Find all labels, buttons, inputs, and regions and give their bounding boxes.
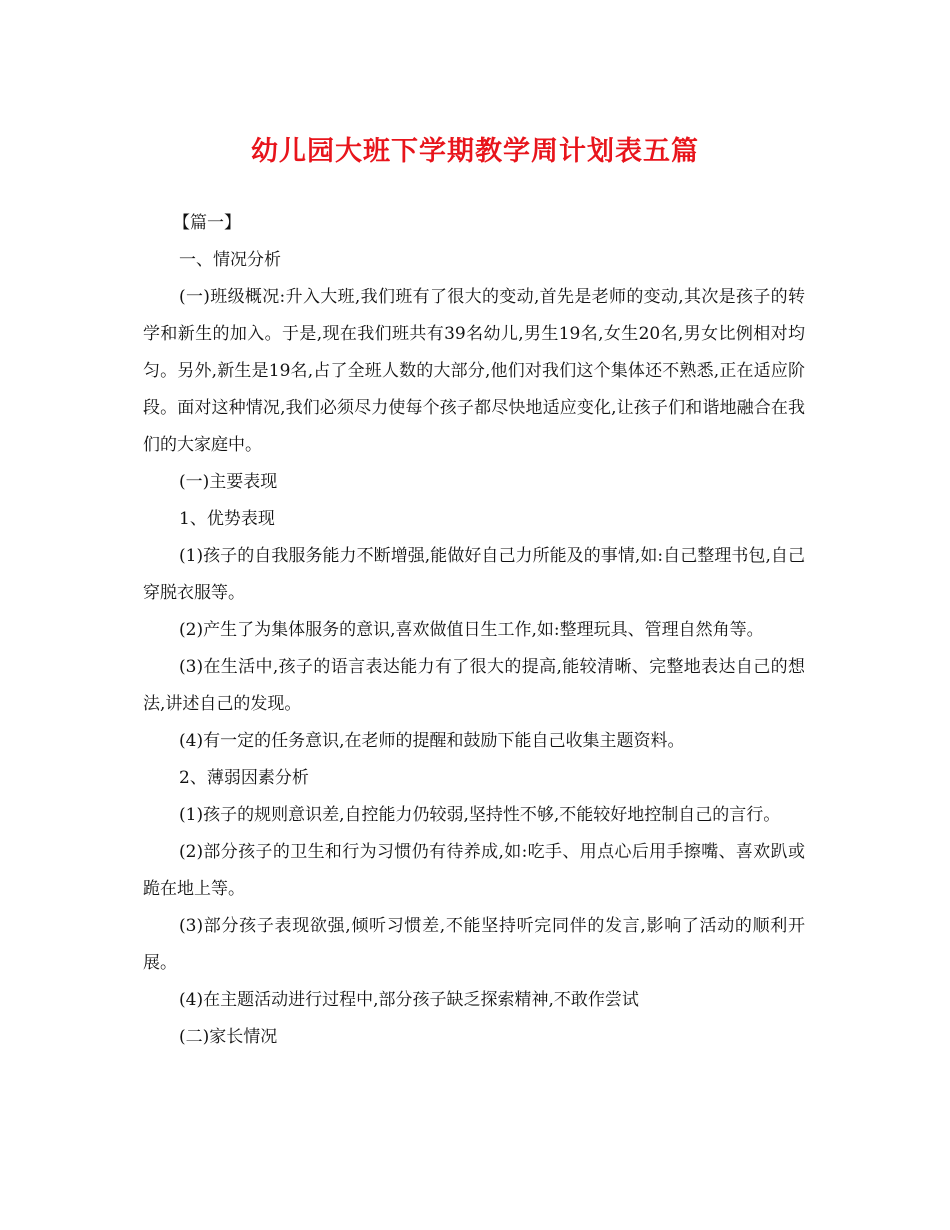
document-body: [143, 205, 805, 1056]
paragraph-strength-1: (1)孩子的自我服务能力不断增强,能做好自己力所能及的事情,如:自己整理书包,自己穿脱衣服等。: [143, 546, 805, 603]
document-title: 幼儿园大班下学期教学周计划表五篇: [251, 136, 699, 167]
paragraph-strength-2: (2)产生了为集体服务的意识,喜欢做值日生工作,如:整理玩具、管理自然角等。: [179, 620, 764, 640]
paragraph-weakness-3: (3)部分孩子表现欲强,倾听习惯差,不能坚持听完同伴的发言,影响了活动的顺利开展。: [143, 916, 805, 973]
paragraph-weakness-2: (2)部分孩子的卫生和行为习惯仍有待养成,如:吃手、用点心后用手擦嘴、喜欢趴或跪在地上等。: [143, 842, 805, 899]
heading-parents-situation: (二)家长情况: [179, 1027, 278, 1047]
heading-main-performance: (一)主要表现: [179, 472, 278, 492]
paragraph-weakness-1: (1)孩子的规则意识差,自控能力仍较弱,坚持性不够,不能较好地控制自己的言行。: [179, 805, 781, 825]
paragraph-strength-4: (4)有一定的任务意识,在老师的提醒和鼓励下能自己收集主题资料。: [179, 731, 685, 751]
section-label: 【篇一】: [173, 213, 241, 233]
paragraph-class-overview: (一)班级概况:升入大班,我们班有了很大的变动,首先是老师的变动,其次是孩子的转学和新生的加入。于是,现在我们班共有39名幼儿,男生19名,女生20名,男女比例相对均匀。另外,新生是19名,占了全班人数的大部分,他们对我们这个集体还不熟悉,正在适应阶段。面对这种情况,我们必须尽力使每个孩子都尽快地适应变化,让孩子们和谐地融合在我们的大家庭中。: [143, 287, 805, 455]
paragraph-weakness-4: (4)在主题活动进行过程中,部分孩子缺乏探索精神,不敢作尝试: [179, 990, 639, 1010]
paragraph-strength-3: (3)在生活中,孩子的语言表达能力有了很大的提高,能较清晰、完整地表达自己的想法,讲述自己的发现。: [143, 657, 805, 714]
heading-weaknesses: 2、薄弱因素分析: [179, 768, 309, 788]
heading-strengths: 1、优势表现: [179, 509, 275, 529]
heading-situation-analysis: 一、情况分析: [179, 250, 281, 270]
